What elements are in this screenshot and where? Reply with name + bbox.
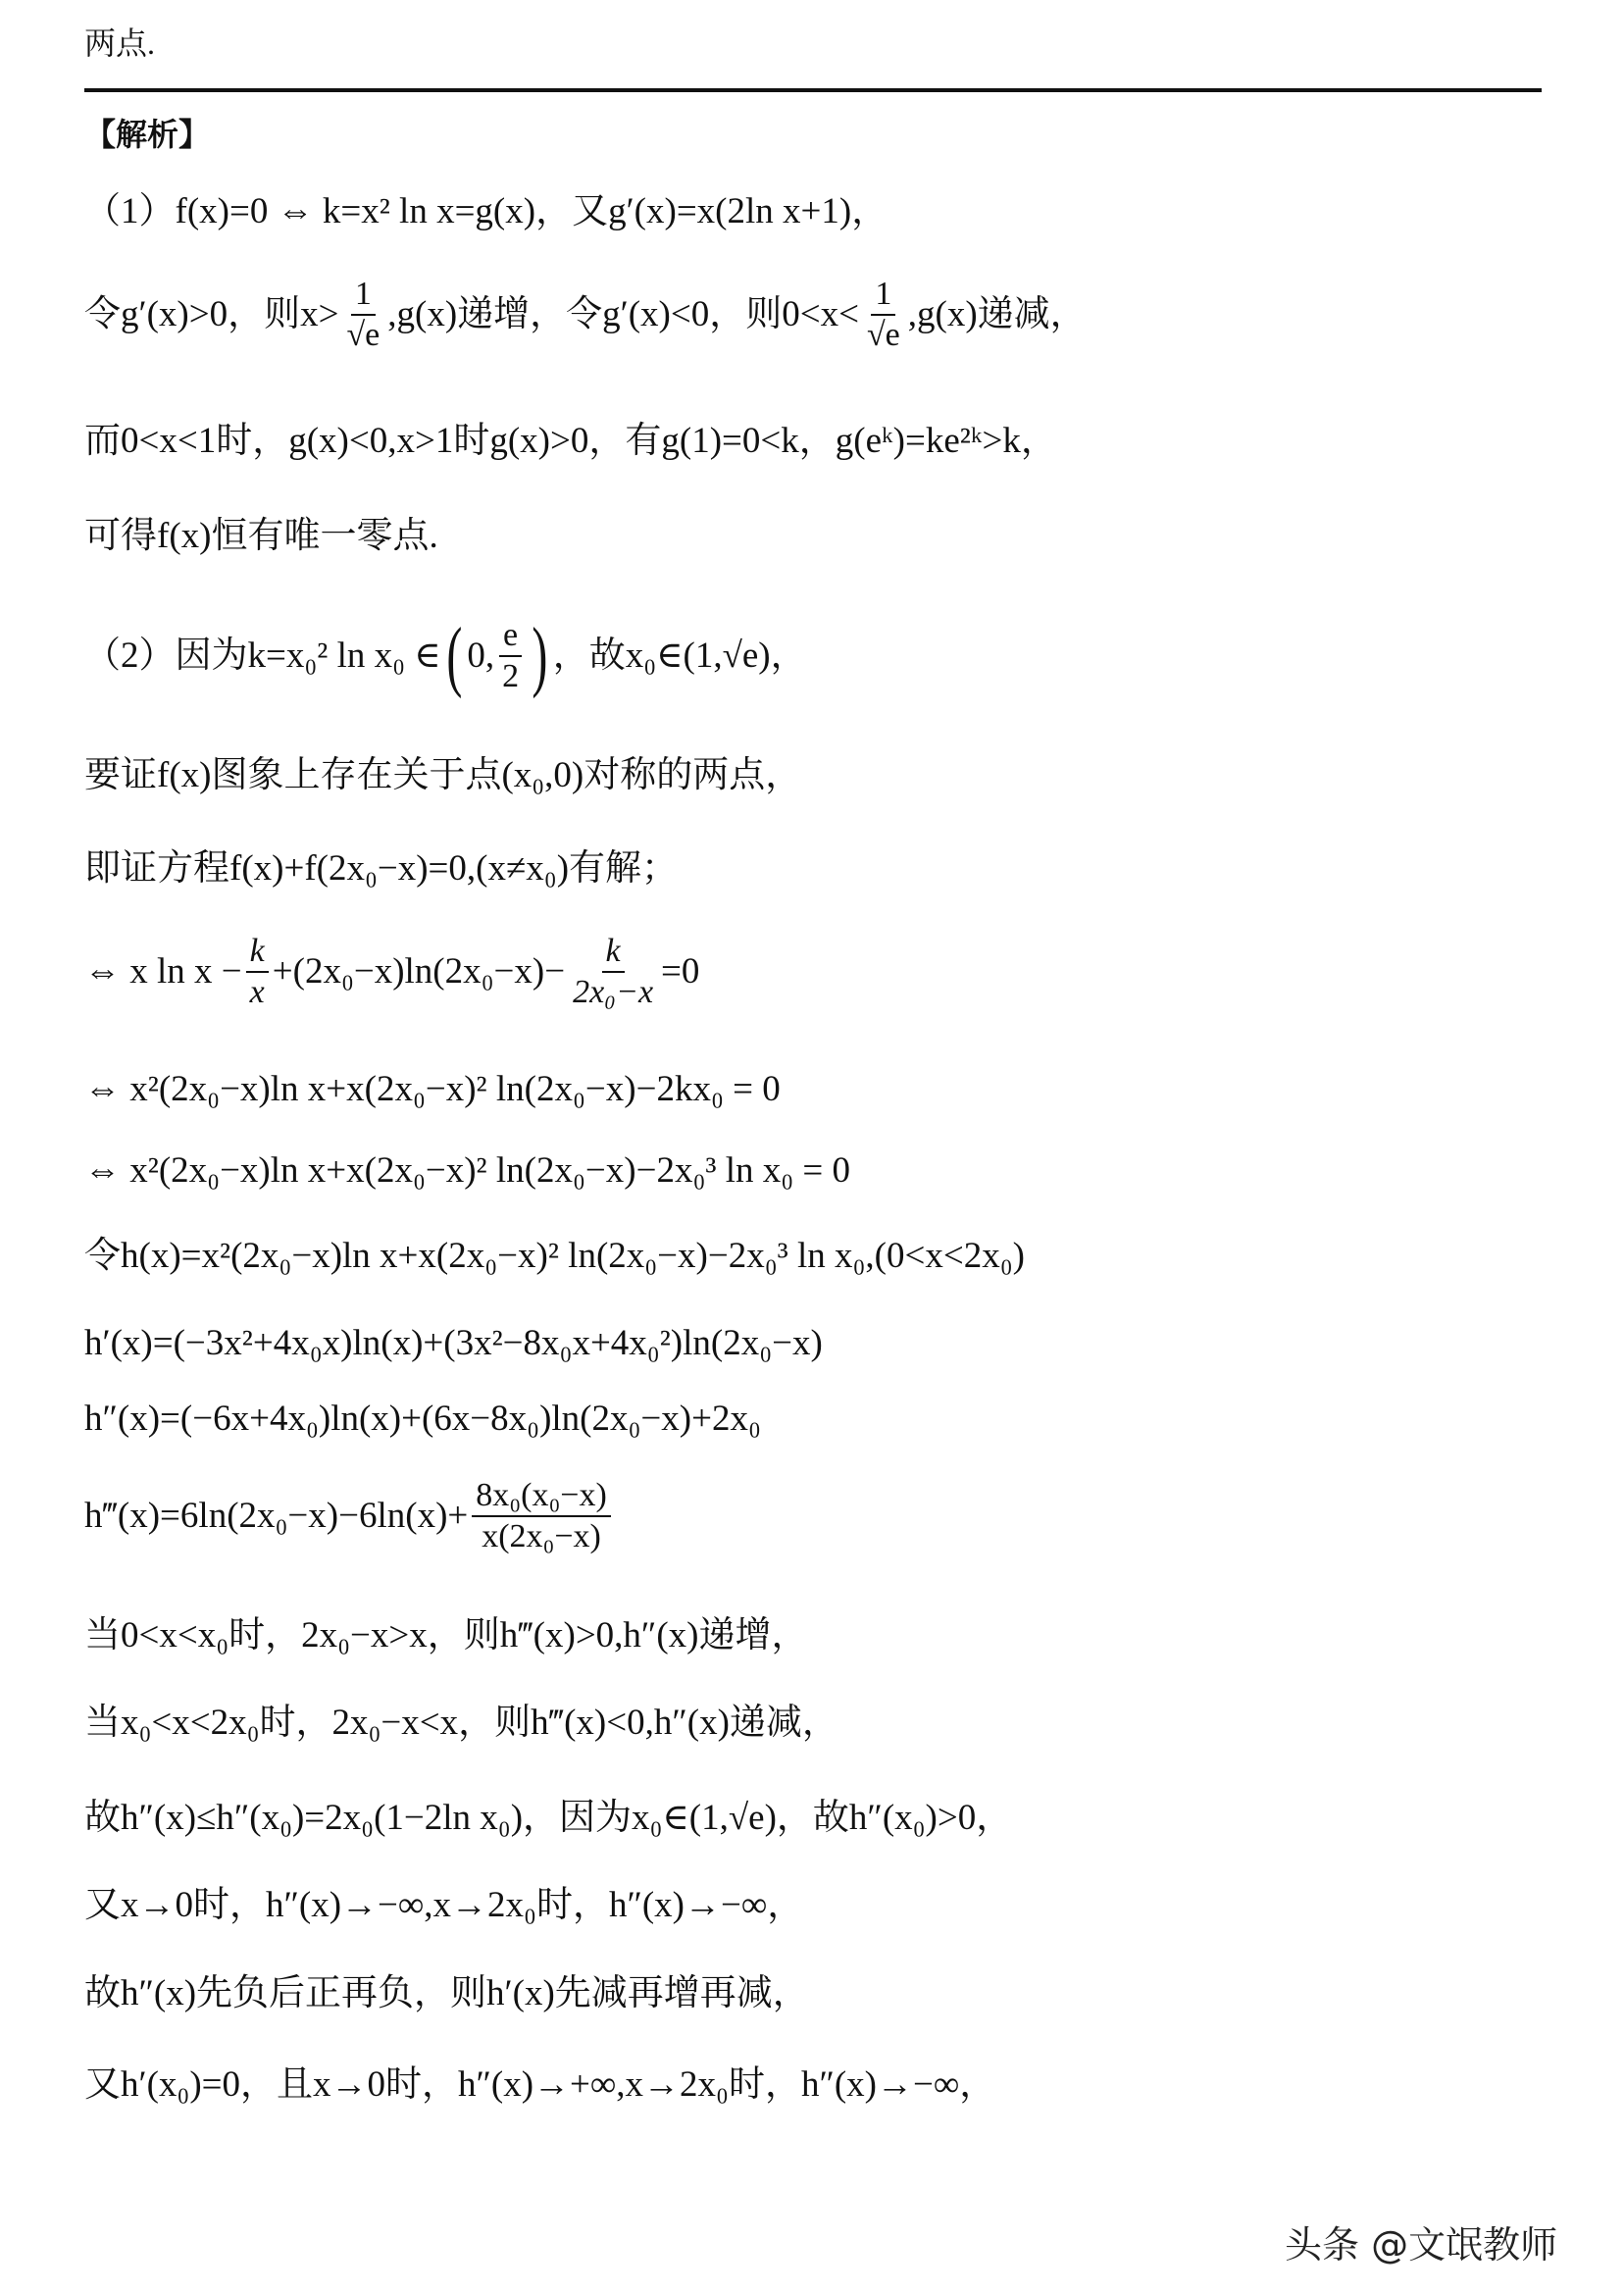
numerator: 1 [351,275,376,316]
watermark: 头条 @文氓教师 [1285,2223,1558,2266]
text-segment: h‴(x)=6ln(2x₀−x)−6ln(x)+ [84,1496,469,1536]
solution-line-17: 故h″(x)≤h″(x₀)=2x₀(1−2ln x₀)，因为x₀∈(1,√e)，故h″(x₀)>0， [84,1798,1013,1838]
denominator: 2 [502,658,520,694]
fraction [569,932,657,1012]
numerator: k [246,932,269,973]
divider-rule [84,88,1542,92]
denominator: x [249,974,265,1010]
solution-line-11: 令h(x)=x²(2x₀−x)ln x+x(2x₀−x)² ln(2x₀−x)−2x₀³ ln x₀,(0<x<2x₀) [84,1236,1025,1276]
numerator: k [602,932,625,973]
solution-line-7: 即证方程f(x)+f(2x₀−x)=0,(x≠x₀)有解； [84,848,679,889]
solution-line-12: h′(x)=(−3x²+4x₀x)ln(x)+(3x²−8x₀x+4x₀²)ln(2x₀−x) [84,1323,823,1363]
solution-line-15: 当0<x<x₀时，2x₀−x>x，则h‴(x)>0,h″(x)递增， [84,1615,808,1655]
fraction [246,932,269,1012]
solution-line-13: h″(x)=(−6x+4x₀)ln(x)+(6x−8x₀)ln(2x₀−x)+2x₀ [84,1399,761,1439]
solution-line-20: 又h′(x₀)=0，且x→0时，h″(x)→+∞,x→2x₀时，h″(x)→−∞， [84,2064,996,2105]
solution-line-16: 当x₀<x<2x₀时，2x₀−x<x，则h‴(x)<0,h″(x)递减， [84,1703,838,1743]
denominator: √e [866,317,900,353]
left-paren: ( [446,613,462,699]
fraction [498,616,523,696]
text-segment: =0 [661,951,700,992]
fraction [472,1476,611,1556]
denominator: 2x₀−x [573,974,654,1010]
fraction [863,275,904,355]
fraction [342,275,383,355]
text-segment: （2）因为k=x₀² ln x₀ ∈ [84,636,441,676]
numerator: 1 [871,275,895,316]
text-segment: 令g′(x)>0，则x> [84,294,339,334]
solution-line-9: ⇔ x²(2x₀−x)ln x+x(2x₀−x)² ln(2x₀−x)−2kx₀ = 0 [84,1069,781,1109]
numerator: e [499,616,522,657]
solution-line-10: ⇔ x²(2x₀−x)ln x+x(2x₀−x)² ln(2x₀−x)−2x₀³ ln x₀ = 0 [84,1150,850,1191]
solution-line-3: 而0<x<1时，g(x)<0,x>1时g(x)>0，有g(1)=0<k，g(eᵏ)=ke²ᵏ>k， [84,421,1057,461]
text-segment: ，故x₀∈(1,√e)， [552,636,807,676]
denominator: √e [346,317,381,353]
solution-line-2 [84,275,1087,355]
text-segment: ⇔ x ln x − [84,951,242,992]
solution-line-5 [84,613,807,699]
text-segment: ,g(x)递增，令g′(x)<0，则0<x< [387,294,859,334]
solution-line-6: 要证f(x)图象上存在关于点(x₀,0)对称的两点， [84,755,802,795]
right-paren: ) [532,613,548,699]
solution-line-4: 可得f(x)恒有唯一零点. [84,516,438,556]
text-segment: ,g(x)递减， [907,294,1087,334]
solution-line-18: 又x→0时，h″(x)→−∞,x→2x₀时，h″(x)→−∞， [84,1885,804,1925]
text-segment: 0, [467,636,495,676]
denominator: x(2x₀−x) [482,1518,601,1554]
solution-line-19: 故h″(x)先负后正再负，则h′(x)先减再增再减， [84,1973,809,2013]
top-fragment: 两点. [84,25,156,61]
section-heading: 【解析】 [84,116,211,153]
solution-line-14 [84,1476,615,1556]
solution-line-8 [84,932,699,1012]
text-segment: +(2x₀−x)ln(2x₀−x)− [272,951,566,992]
numerator: 8x₀(x₀−x) [472,1476,611,1517]
solution-line-1: （1）f(x)=0 ⇔ k=x² ln x=g(x)，又g′(x)=x(2ln x+1)， [84,191,888,231]
